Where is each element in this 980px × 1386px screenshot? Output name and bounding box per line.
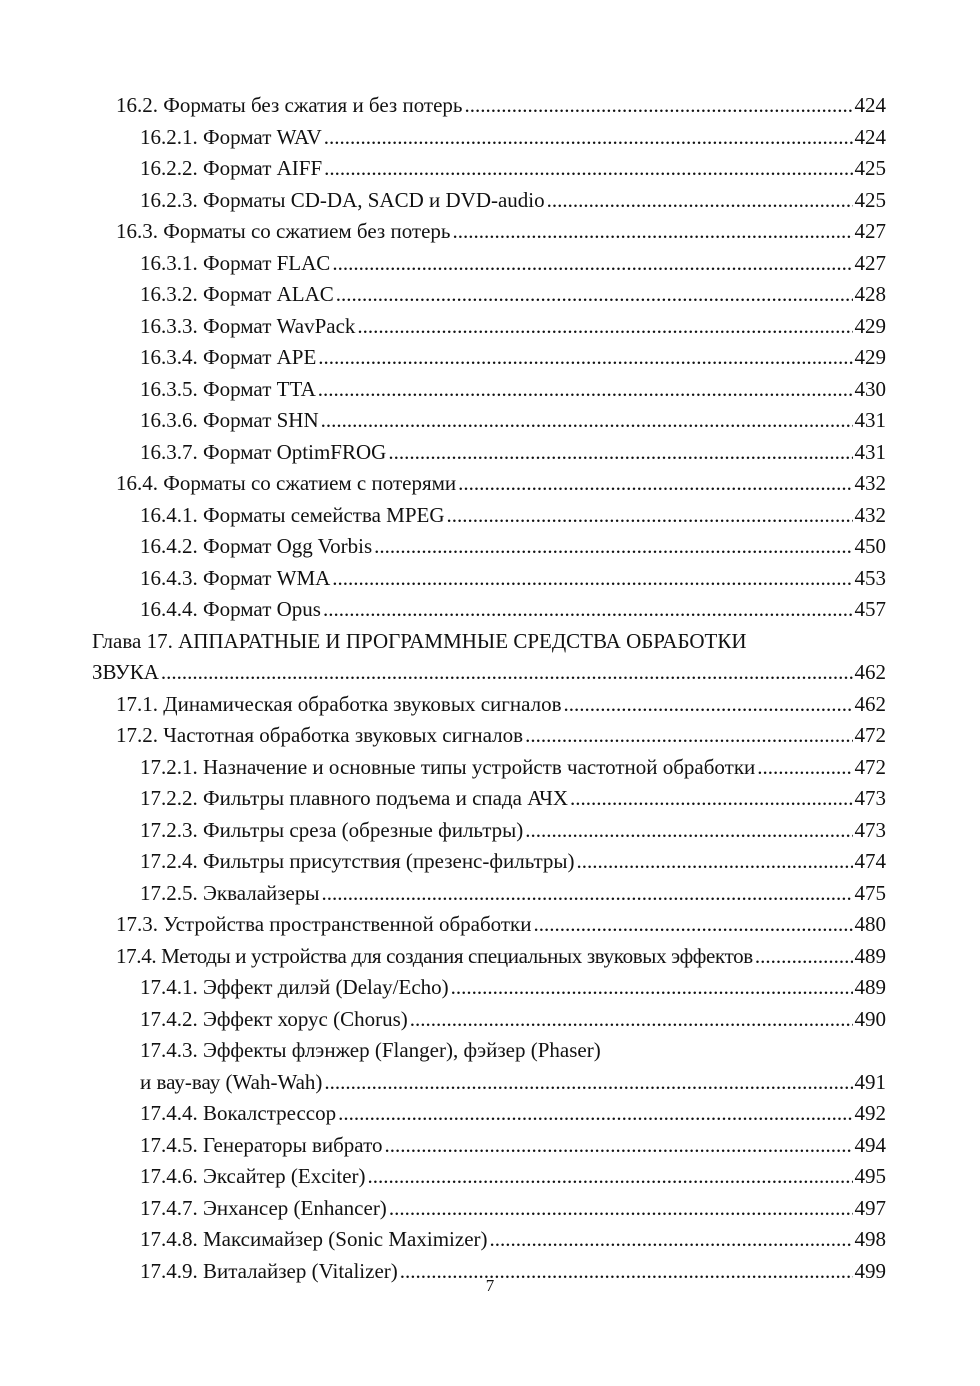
- toc-entry-17-2-2[interactable]: [92, 783, 886, 815]
- toc-entry-title: 17.2.2. Фильтры плавного подъема и спада АЧХ: [140, 786, 569, 810]
- toc-entry-page: 494: [854, 1132, 886, 1157]
- toc-entry-16-3-6[interactable]: [92, 405, 886, 437]
- toc-entry-17-2-4[interactable]: [92, 846, 886, 878]
- toc-entry-title: 16.3.2. Формат ALAC: [140, 282, 334, 306]
- toc-entry-17-4-1[interactable]: [92, 972, 886, 1004]
- toc-entry-title: 16.3.6. Формат SHN: [140, 408, 319, 432]
- dot-leader: [447, 500, 853, 532]
- toc-entry-page: 462: [854, 691, 886, 716]
- toc-entry-title: 17.2.5. Эквалайзеры: [140, 880, 320, 905]
- table-of-contents: [92, 90, 886, 1287]
- toc-entry-title: 16.2.2. Формат AIFF: [140, 156, 323, 180]
- toc-entry-page: 425: [854, 187, 886, 212]
- dot-leader: [368, 1161, 853, 1193]
- toc-entry-16-2-1[interactable]: [92, 122, 886, 154]
- toc-entry-page: 480: [854, 912, 886, 936]
- toc-entry-title: 16.4.3. Формат WMA: [140, 565, 331, 590]
- toc-entry-title: 16.4.1. Форматы семейства MPEG: [140, 502, 445, 527]
- dot-leader: [564, 689, 853, 721]
- toc-entry-16-3[interactable]: [92, 216, 886, 248]
- toc-entry-title-line1: Глава 17. АППАРАТНЫЕ И ПРОГРАММНЫЕ СРЕДСТВА ОБРАБОТКИ: [92, 628, 747, 653]
- toc-entry-page: 429: [854, 313, 886, 338]
- dot-leader: [453, 216, 853, 248]
- toc-entry-17-1[interactable]: [92, 689, 886, 721]
- toc-entry-page: 489: [854, 975, 886, 999]
- toc-entry-title: 16.3.4. Формат APE: [140, 345, 317, 369]
- toc-entry-title: 16.2.1. Формат WAV: [140, 124, 322, 149]
- toc-entry-16-4-2[interactable]: [92, 531, 886, 563]
- toc-entry-title: 17.4.7. Энхансер (Enhancer): [140, 1195, 387, 1220]
- toc-entry-17-2[interactable]: [92, 720, 886, 752]
- dot-leader: [338, 1098, 852, 1130]
- toc-entry-16-3-5[interactable]: [92, 374, 886, 406]
- toc-entry-page: 431: [854, 439, 886, 464]
- toc-entry-page: 472: [854, 723, 886, 747]
- page-number: 7: [485, 1276, 495, 1295]
- toc-entry-16-2-3[interactable]: [92, 185, 886, 217]
- toc-entry-page: 450: [854, 534, 886, 558]
- toc-entry-page: 427: [854, 250, 886, 275]
- toc-entry-title-line2: и вау-вау (Wah-Wah): [140, 1069, 323, 1094]
- dot-leader: [332, 563, 852, 595]
- toc-entry-page: 457: [854, 597, 886, 621]
- toc-entry-17-2-3[interactable]: [92, 815, 886, 847]
- dot-leader: [357, 311, 852, 343]
- toc-entry-page: 474: [854, 849, 886, 873]
- toc-entry-page: 430: [854, 376, 886, 401]
- toc-entry-title: 17.4.4. Вокалстрессор: [140, 1101, 337, 1125]
- toc-entry-17-4-4[interactable]: [92, 1098, 886, 1130]
- toc-entry-title: 17.4.9. Виталайзер (Vitalizer): [140, 1258, 398, 1283]
- toc-entry-title: 16.3.3. Формат WavPack: [140, 313, 356, 338]
- toc-entry-16-4[interactable]: [92, 468, 886, 500]
- toc-entry-page: 462: [854, 660, 886, 684]
- toc-entry-16-2[interactable]: [92, 90, 886, 122]
- toc-entry-title-line2: ЗВУКА: [92, 660, 159, 684]
- toc-entry-16-4-4[interactable]: [92, 594, 886, 626]
- dot-leader: [324, 153, 852, 185]
- toc-entry-page: 498: [854, 1227, 886, 1251]
- toc-entry-title: 16.3.7. Формат OptimFROG: [140, 439, 387, 464]
- toc-entry-17-2-1[interactable]: [92, 752, 886, 784]
- toc-entry-page: 473: [854, 786, 886, 810]
- dot-leader: [374, 531, 852, 563]
- toc-entry-page: 425: [854, 156, 886, 180]
- toc-entry-page: 473: [854, 817, 886, 842]
- toc-entry-page: 497: [854, 1195, 886, 1220]
- toc-entry-page: 424: [854, 124, 886, 149]
- toc-entry-page: 492: [854, 1101, 886, 1125]
- dot-leader: [324, 122, 853, 154]
- dot-leader: [321, 405, 853, 437]
- toc-entry-page: 429: [854, 345, 886, 369]
- dot-leader: [324, 1067, 852, 1099]
- toc-entry-title: 16.4. Форматы со сжатием с потерями: [116, 471, 457, 495]
- dot-leader: [451, 972, 853, 1004]
- dot-leader: [577, 846, 853, 878]
- toc-entry-chapter-17[interactable]: [92, 626, 886, 689]
- toc-entry-page: 472: [854, 754, 886, 779]
- toc-entry-page: 431: [854, 408, 886, 432]
- toc-entry-17-4-5[interactable]: [92, 1130, 886, 1162]
- toc-entry-title: 17.4.6. Эксайтер (Exciter): [140, 1164, 366, 1188]
- toc-entry-16-3-1[interactable]: [92, 248, 886, 280]
- toc-entry-17-4-2[interactable]: [92, 1004, 886, 1036]
- toc-entry-page: 490: [854, 1006, 886, 1031]
- toc-entry-17-4-7[interactable]: [92, 1193, 886, 1225]
- toc-entry-16-3-2[interactable]: [92, 279, 886, 311]
- toc-entry-17-4-6[interactable]: [92, 1161, 886, 1193]
- toc-entry-title: 17.2.1. Назначение и основные типы устройств частотной обработки: [140, 754, 756, 779]
- toc-entry-title: 16.2.3. Форматы CD-DA, SACD и DVD-audio: [140, 187, 545, 212]
- toc-entry-title: 16.4.2. Формат Ogg Vorbis: [140, 534, 373, 558]
- toc-entry-page: 427: [854, 219, 886, 243]
- toc-entry-page: 491: [854, 1069, 886, 1094]
- toc-entry-17-4-3[interactable]: [92, 1035, 886, 1098]
- dot-leader: [161, 657, 853, 689]
- dot-leader: [465, 90, 853, 122]
- dot-leader: [533, 909, 852, 941]
- toc-entry-16-4-3[interactable]: [92, 563, 886, 595]
- dot-leader: [336, 279, 853, 311]
- toc-entry-page: 495: [854, 1164, 886, 1188]
- toc-entry-title: 17.4.2. Эффект хорус (Chorus): [140, 1006, 408, 1031]
- dot-leader: [389, 1193, 853, 1225]
- toc-entry-title: 16.4.4. Формат Opus: [140, 597, 321, 621]
- toc-entry-title: 17.4.5. Генераторы вибрато: [140, 1132, 383, 1157]
- toc-entry-title: 17.2. Частотная обработка звуковых сигналов: [116, 723, 524, 747]
- toc-entry-17-2-5[interactable]: [92, 878, 886, 910]
- dot-leader: [323, 594, 853, 626]
- toc-entry-page: 432: [854, 502, 886, 527]
- dot-leader: [410, 1004, 853, 1036]
- dot-leader: [570, 783, 852, 815]
- dot-leader: [525, 815, 852, 847]
- toc-entry-title-line1: 17.4.3. Эффекты флэнжер (Flanger), фэйзер (Phaser): [140, 1038, 601, 1062]
- dot-leader: [757, 752, 852, 784]
- toc-entry-16-3-4[interactable]: [92, 342, 886, 374]
- toc-entry-title: 17.2.3. Фильтры среза (обрезные фильтры): [140, 817, 524, 842]
- dot-leader: [547, 185, 853, 217]
- toc-entry-16-2-2[interactable]: [92, 153, 886, 185]
- dot-leader: [384, 1130, 852, 1162]
- toc-entry-page: 428: [854, 282, 886, 306]
- dot-leader: [458, 468, 852, 500]
- toc-entry-page: 453: [854, 565, 886, 590]
- toc-entry-16-3-3[interactable]: [92, 311, 886, 343]
- toc-entry-title: 17.4.1. Эффект дилэй (Delay/Echo): [140, 975, 449, 999]
- toc-entry-title: 16.3. Форматы со сжатием без потерь: [116, 219, 451, 243]
- toc-entry-page: 489: [854, 943, 886, 968]
- dot-leader: [755, 941, 853, 973]
- toc-entry-title: 17.4.8. Максимайзер (Sonic Maximizer): [140, 1227, 488, 1251]
- toc-entry-title: 17.3. Устройства пространственной обработки: [116, 912, 532, 936]
- toc-entry-title: 17.2.4. Фильтры присутствия (презенс-фильтры): [140, 849, 575, 873]
- toc-entry-16-4-1[interactable]: [92, 500, 886, 532]
- toc-entry-title: 17.1. Динамическая обработка звуковых сигналов: [116, 691, 562, 716]
- toc-entry-title: 17.4. Методы и устройства для создания специальных звуковых эффектов: [116, 943, 753, 968]
- dot-leader: [318, 342, 852, 374]
- dot-leader: [332, 248, 852, 280]
- dot-leader: [490, 1224, 853, 1256]
- toc-entry-title: 16.3.5. Формат TTA: [140, 376, 316, 401]
- toc-entry-17-4-8[interactable]: [92, 1224, 886, 1256]
- toc-entry-16-3-7[interactable]: [92, 437, 886, 469]
- dot-leader: [318, 374, 853, 406]
- toc-entry-page: 499: [854, 1258, 886, 1283]
- dot-leader: [321, 878, 852, 910]
- toc-entry-page: 424: [854, 93, 886, 117]
- toc-entry-page: 475: [854, 880, 886, 905]
- toc-entry-17-4[interactable]: [92, 941, 886, 973]
- dot-leader: [388, 437, 852, 469]
- toc-entry-page: 432: [854, 471, 886, 495]
- toc-entry-title: 16.3.1. Формат FLAC: [140, 250, 331, 275]
- dot-leader: [525, 720, 852, 752]
- toc-entry-17-3[interactable]: [92, 909, 886, 941]
- toc-entry-title: 16.2. Форматы без сжатия и без потерь: [116, 93, 463, 117]
